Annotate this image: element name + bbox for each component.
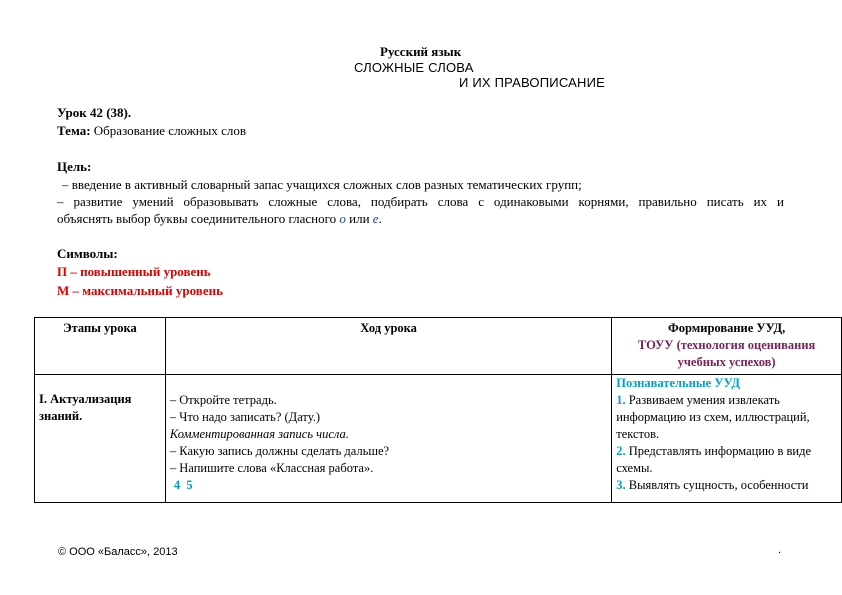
- subject-heading: Русский язык: [380, 44, 462, 59]
- uud-text: Развиваем умения извлекать информацию из схем, иллюстраций, текстов.: [616, 393, 810, 441]
- goal-line-2: – развитие умений образовывать сложные слова, подбирать слова с одинаковыми корнями, правильно писать их и: [57, 194, 784, 209]
- uud-num: 3.: [616, 478, 626, 492]
- uud-text: Представлять информацию в виде схемы.: [616, 444, 812, 475]
- level-numbers: 4 5: [173, 478, 193, 492]
- goal-or: или: [349, 211, 370, 226]
- uud-title: Познавательные УУД: [616, 376, 740, 390]
- header-uud-line1: Формирование УУД,: [667, 321, 786, 335]
- symbol-level-m: М – максимальный уровень: [57, 283, 223, 298]
- table-row: [35, 375, 842, 503]
- goal-period: .: [378, 211, 382, 226]
- document-title-line1: СЛОЖНЫЕ СЛОВА: [354, 60, 474, 75]
- header-touu: ТОУУ (технология оценивания учебных успехов): [637, 338, 816, 369]
- uud-text: Выявлять сущность, особенности: [628, 478, 809, 492]
- uud-item: [616, 392, 837, 443]
- uud-cell: [612, 375, 842, 503]
- footer-dot: .: [778, 544, 782, 556]
- step-open-notebook: – Откройте тетрадь.: [169, 393, 277, 407]
- symbols-label: Символы:: [57, 246, 118, 261]
- topic-label: Тема:: [57, 123, 91, 138]
- step-next-record: – Какую запись должны сделать дальше?: [169, 444, 390, 458]
- progress-cell: [165, 375, 611, 503]
- lesson-number: Урок 42 (38).: [57, 105, 132, 120]
- letter-o: о: [339, 211, 346, 226]
- letter-e: е: [372, 211, 379, 226]
- goal-line-3-text: объяснять выбор буквы соединительного гласного: [57, 211, 337, 226]
- uud-item: [616, 443, 837, 477]
- step-commented-record: Комментированная запись числа.: [169, 427, 349, 441]
- header-stages: Этапы урока: [35, 318, 166, 375]
- symbol-level-p: П – повышенный уровень: [57, 264, 211, 279]
- goal-line-1: – введение в активный словарный запас учащихся сложных слов разных тематических групп;: [62, 177, 582, 192]
- header-uud: [612, 318, 842, 375]
- lesson-topic: [57, 123, 246, 139]
- step-what-to-write: – Что надо записать? (Дату.): [169, 410, 321, 424]
- step-write-words: – Напишите слова «Классная работа».: [169, 461, 374, 475]
- uud-num: 1.: [616, 393, 626, 407]
- goal-line-3: [57, 211, 382, 227]
- table-header-row: [35, 318, 842, 375]
- footer-copyright: © ООО «Баласс», 2013: [58, 546, 178, 558]
- uud-num: 2.: [616, 444, 626, 458]
- lesson-plan-table: [34, 317, 842, 503]
- goal-label: Цель:: [57, 159, 92, 174]
- document-title-line2: И ИХ ПРАВОПИСАНИЕ: [459, 75, 606, 90]
- header-progress: Ход урока: [165, 318, 611, 375]
- stage-cell: I. Актуализация знаний.: [35, 375, 166, 503]
- uud-item: [616, 477, 837, 494]
- topic-value: Образование сложных слов: [93, 123, 247, 138]
